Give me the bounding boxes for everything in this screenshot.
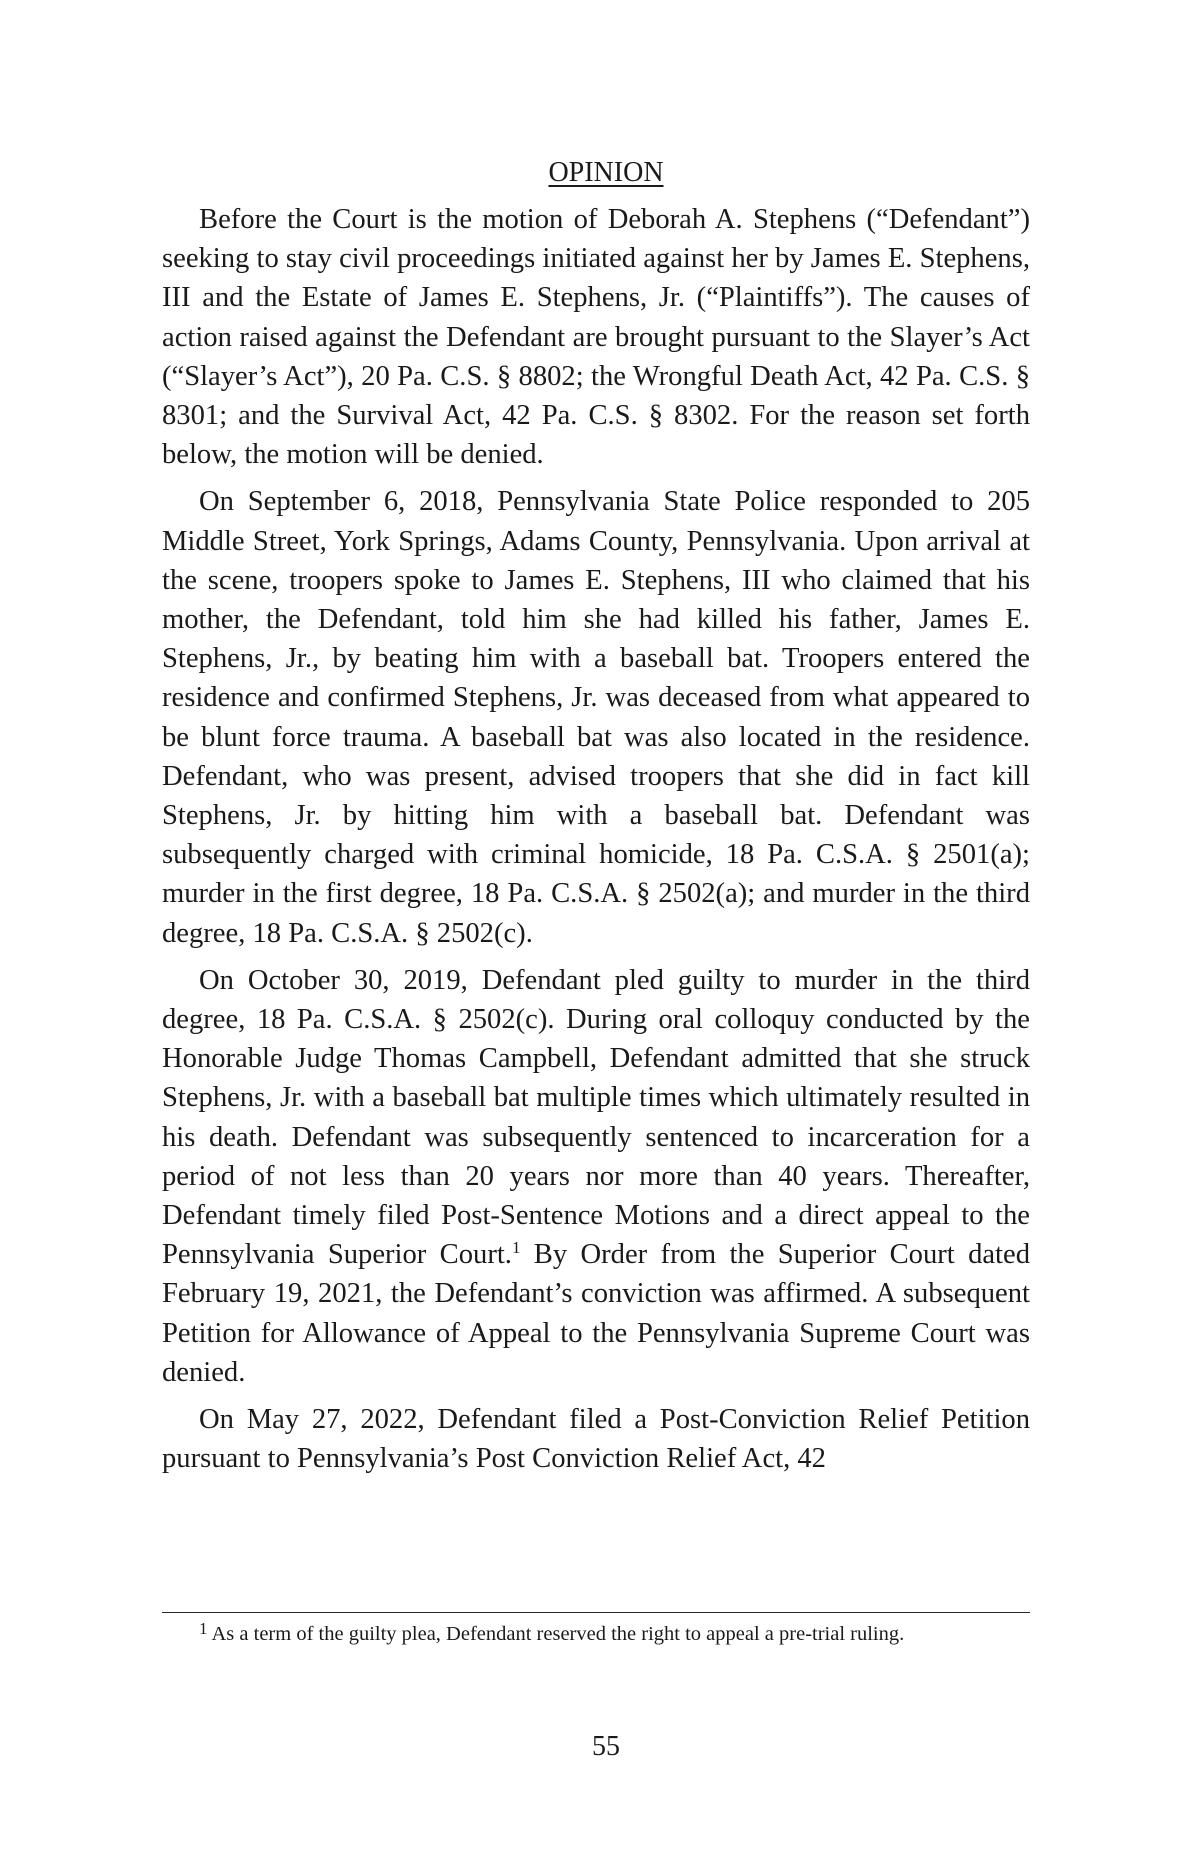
page-number: 55 — [592, 1731, 620, 1762]
opinion-body — [162, 156, 1030, 1487]
footnote-reference: 1 — [511, 1238, 521, 1258]
paragraph-guilty-plea-part-1: On October 30, 2019, Defendant pled guilty to murder in the third degree, 18 Pa. C.S.A. § 2502(c). During oral colloquy conducted by the Honorable Judge Thomas Campbell, Defendant admitted that she struck Stephens, Jr. with a baseball bat multiple times which ultimately resulted in his death. Defendant was subsequently sentenced to incarceration for a period of not less than 20 years nor more than 40 years. Thereafter, Defendant timely filed Post-Sentence Motions and a direct appeal to the Pennsylvania Superior Court. — [162, 964, 1030, 1271]
footnote-text: As a term of the guilty plea, Defendant reserved the right to appeal a pre-trial ruling. — [207, 1623, 905, 1645]
opinion-heading: OPINION — [548, 157, 664, 188]
footnote-divider — [162, 1612, 1030, 1613]
paragraph-guilty-plea — [162, 961, 1030, 1392]
paragraph-pcra-petition: On May 27, 2022, Defendant filed a Post-Conviction Relief Petition pursuant to Pennsylvania’s Post Conviction Relief Act, 42 — [162, 1404, 1030, 1475]
paragraph-motion-summary: Before the Court is the motion of Deborah A. Stephens (“Defendant”) seeking to stay civil proceedings initiated against her by James E. Stephens, III and the Estate of James E. Stephens, Jr. (“Plaintiffs”). The causes of action raised against the Defendant are brought pursuant to the Slayer’s Act (“Slayer’s Act”), 20 Pa. C.S. § 8802; the Wrongful Death Act, 42 Pa. C.S. § 8301; and the Survival Act, 42 Pa. C.S. § 8302. For the reason set forth below, the motion will be denied. — [162, 204, 1030, 471]
paragraph-incident-facts: On September 6, 2018, Pennsylvania State Police responded to 205 Middle Street, York Springs, Adams County, Pennsylvania. Upon arrival at the scene, troopers spoke to James E. Stephens, III who claimed that his mother, the Defendant, told him she had killed his father, James E. Stephens, Jr., by beating him with a baseball bat. Troopers entered the residence and confirmed Stephens, Jr. was deceased from what appeared to be blunt force trauma. A baseball bat was also located in the residence. Defendant, who was present, advised troopers that she did in fact kill Stephens, Jr. by hitting him with a baseball bat. Defendant was subsequently charged with criminal homicide, 18 Pa. C.S.A. § 2501(a); murder in the first degree, 18 Pa. C.S.A. § 2502(a); and murder in the third degree, 18 Pa. C.S.A. § 2502(c). — [162, 486, 1030, 949]
footnote-marker: 1 — [199, 1619, 208, 1638]
footnote — [162, 1620, 1030, 1649]
paragraph-guilty-plea-part-2: By Order from the Superior Court dated February 19, 2021, the Defendant’s conviction was affirmed. A subsequent Petition for Allowance of Appeal to the Pennsylvania Supreme Court was denied. — [162, 1239, 1030, 1388]
